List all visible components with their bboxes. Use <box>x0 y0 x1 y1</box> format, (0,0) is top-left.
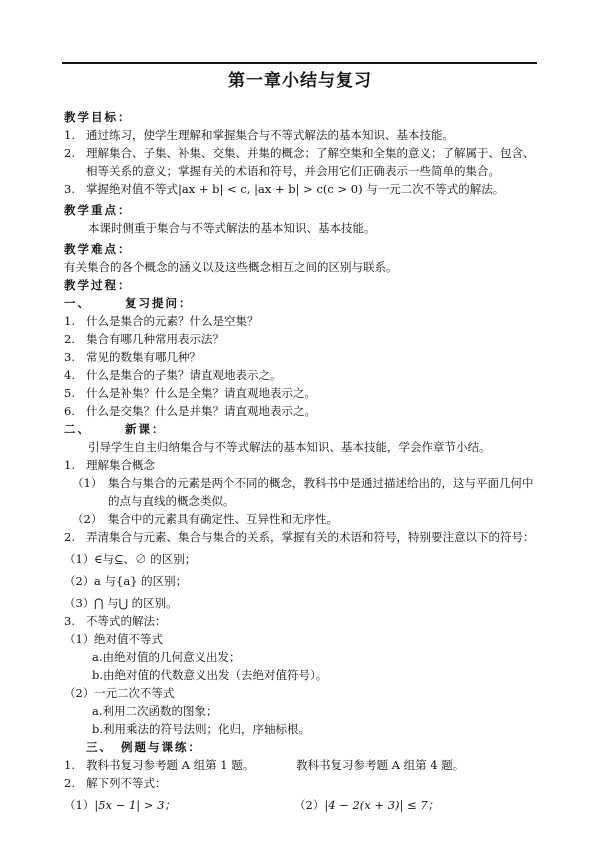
subpoint-number: （1） <box>72 476 103 490</box>
objective-item <box>64 180 544 198</box>
point-number: 2. <box>64 530 75 544</box>
section-number: 三、 <box>86 740 113 754</box>
point-text: 弄清集合与元素、集合与集合的关系，掌握有关的术语和符号，特别要注意以下的符号： <box>86 530 535 544</box>
top-rule <box>62 62 537 64</box>
method-item: b.由绝对值的代数意义出发（去绝对值符号）。 <box>92 668 328 682</box>
symbol-item <box>64 594 544 612</box>
question-number: 5. <box>64 386 75 400</box>
point-text: 理解集合概念 <box>86 458 155 472</box>
question-item <box>64 330 544 348</box>
question-text: 集合有哪几种常用表示法？ <box>86 332 224 346</box>
inequality-item <box>294 796 439 814</box>
subpoint-text: 绝对值不等式 <box>94 632 163 646</box>
method-item: a.由绝对值的几何意义出发； <box>92 650 241 664</box>
document-body <box>64 108 544 814</box>
point-item <box>64 456 544 474</box>
objective-number: 1. <box>64 128 75 142</box>
method-item: b.利用乘法的符号法则；化归，序轴标根。 <box>92 722 311 736</box>
point-item <box>64 612 544 630</box>
objective-text: 理解集合、子集、补集、交集、并集的概念；了解空集和全集的意义；了解属于、包含、相等关系的意义；掌握有关的术语和符号，并会用它们正确表示一些简单的集合。 <box>86 146 535 178</box>
symbol-number: （3） <box>64 596 95 610</box>
exercise-item <box>64 774 544 792</box>
objective-item <box>64 126 544 144</box>
subpoint-number: （2） <box>64 686 95 700</box>
inequality-row <box>64 796 544 814</box>
question-item <box>64 348 544 366</box>
difficulty-heading: 教学难点： <box>64 242 132 256</box>
symbol-item <box>64 572 544 590</box>
question-text: 常见的数集有哪几种？ <box>86 350 201 364</box>
difficulty-text: 有关集合的各个概念的涵义以及这些概念相互之间的区别与联系。 <box>64 260 398 274</box>
section-label: 复习提问： <box>125 296 193 310</box>
question-text: 什么是集合的子集？请直观地表示之。 <box>86 368 282 382</box>
focus-text: 本课时侧重于集合与不等式解法的基本知识、基本技能。 <box>88 221 376 235</box>
exercise-number: 1. <box>64 758 75 772</box>
subpoint-item <box>64 474 544 510</box>
exercise-left-text: 教科书复习参考题 A 组第 1 题。 <box>86 758 255 772</box>
newlesson-intro: 引导学生自主归纳集合与不等式解法的基本知识、基本技能，学会作章节小结。 <box>88 440 491 454</box>
symbol-number: （2） <box>64 574 95 588</box>
question-text: 什么是交集？什么是并集？请直观地表示之。 <box>86 404 316 418</box>
inequality-text: |4 − 2(x + 3)| ≤ 7； <box>324 798 440 812</box>
subpoint-text: 集合与集合的元素是两个不同的概念，教科书中是通过描述给出的，这与平面几何中的点与直线的概念类似。 <box>108 476 534 508</box>
inequality-number: （1） <box>64 798 95 812</box>
objective-item <box>64 144 544 180</box>
exercise-item <box>64 756 544 774</box>
subpoint-item <box>64 684 544 702</box>
method-item: a.利用二次函数的图象； <box>92 704 218 718</box>
question-item <box>64 384 544 402</box>
question-number: 1. <box>64 314 75 328</box>
point-item <box>64 528 544 546</box>
subpoint-number: （2） <box>72 512 103 526</box>
point-number: 1. <box>64 458 75 472</box>
question-number: 6. <box>64 404 75 418</box>
section-newlesson-heading <box>64 420 544 438</box>
question-text: 什么是补集？什么是全集？请直观地表示之。 <box>86 386 316 400</box>
question-number: 3. <box>64 350 75 364</box>
objective-text: 通过练习，使学生理解和掌握集合与不等式解法的基本知识、基本技能。 <box>86 128 454 142</box>
subpoint-text: 一元二次不等式 <box>94 686 175 700</box>
symbol-text: ∈与⊆、∅ 的区别； <box>94 552 197 566</box>
section-label: 新课： <box>125 422 166 436</box>
section-label: 例题与课练： <box>121 740 202 754</box>
symbol-item <box>64 550 544 568</box>
point-number: 3. <box>64 614 75 628</box>
point-text: 不等式的解法： <box>86 614 167 628</box>
page-title: 第一章小结与复习 <box>228 71 372 91</box>
inequality-item <box>64 796 294 814</box>
inequality-text: |5x − 1| > 3； <box>94 798 176 812</box>
question-number: 4. <box>64 368 75 382</box>
inequality-number: （2） <box>294 798 325 812</box>
question-number: 2. <box>64 332 75 346</box>
question-item <box>64 312 544 330</box>
symbol-number: （1） <box>64 552 95 566</box>
question-item <box>64 366 544 384</box>
exercise-text: 解下列不等式： <box>86 776 167 790</box>
objective-number: 3. <box>64 182 75 196</box>
question-item <box>64 402 544 420</box>
question-text: 什么是集合的元素？什么是空集？ <box>86 314 259 328</box>
section-review-heading <box>64 294 544 312</box>
section-examples-heading <box>64 738 544 756</box>
section-number: 一、 <box>64 296 91 310</box>
exercise-number: 2. <box>64 776 75 790</box>
objective-number: 2. <box>64 146 75 160</box>
objective-text: 掌握绝对值不等式|ax + b| < c, |ax + b| > c(c > 0) 与一元二次不等式的解法。 <box>86 182 505 196</box>
subpoint-item <box>64 630 544 648</box>
section-number: 二、 <box>64 422 91 436</box>
subpoint-number: （1） <box>64 632 95 646</box>
symbol-text: ⋂ 与⋃ 的区别。 <box>94 596 178 610</box>
subpoint-text: 集合中的元素具有确定性、互异性和无序性。 <box>108 512 338 526</box>
exercise-right-text: 教科书复习参考题 A 组第 4 题。 <box>296 758 465 772</box>
process-heading: 教学过程： <box>64 278 132 292</box>
objectives-heading: 教学目标： <box>64 110 132 124</box>
symbol-text: a 与{a} 的区别； <box>94 574 188 588</box>
subpoint-item <box>64 510 544 528</box>
focus-heading: 教学重点： <box>64 203 132 217</box>
